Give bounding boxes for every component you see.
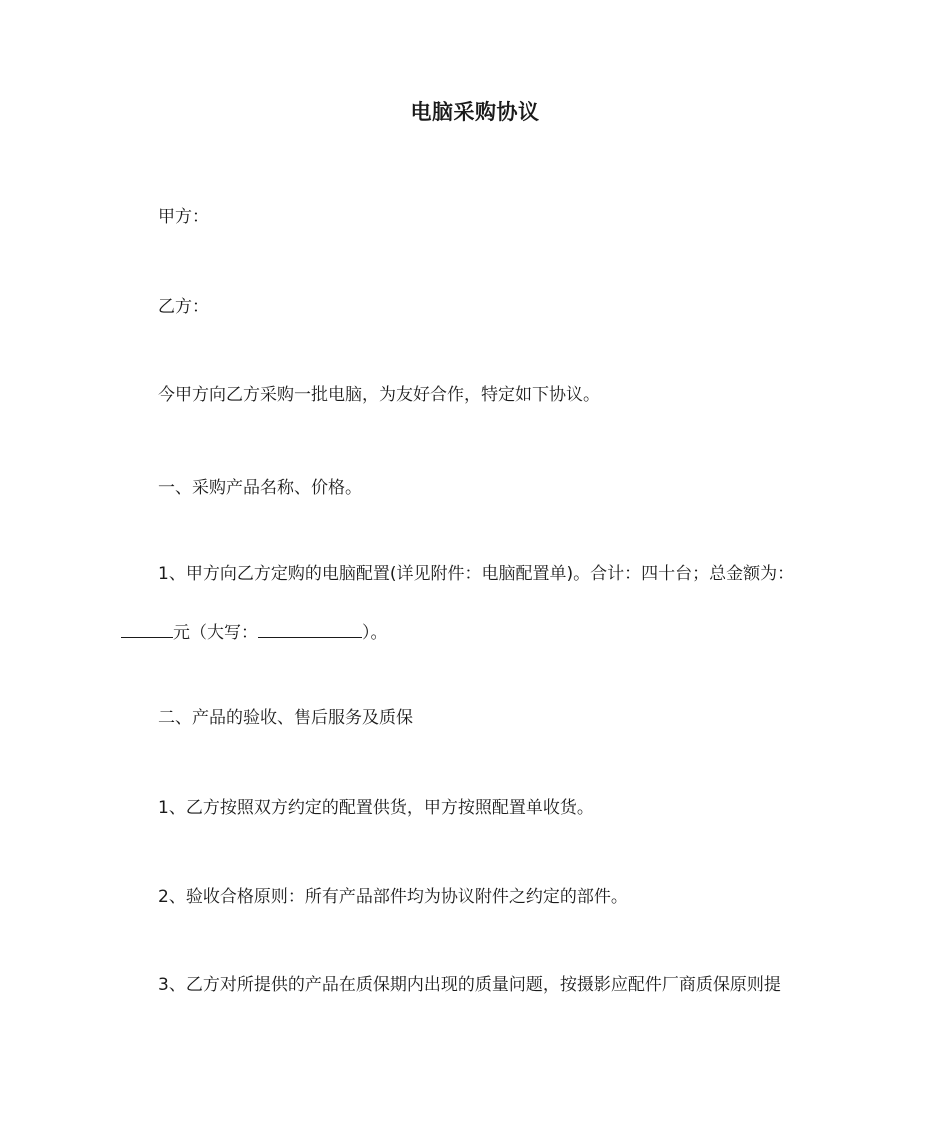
document-title: 电脑采购协议 bbox=[410, 100, 540, 124]
intro-paragraph: 今甲方向乙方采购一批电脑，为友好合作，特定如下协议。 bbox=[158, 385, 600, 405]
party-b-label: 乙方： bbox=[158, 297, 209, 317]
amount-uppercase-blank bbox=[258, 619, 362, 638]
section-1-item-1: 1、甲方向乙方定购的电脑配置(详见附件：电脑配置单)。合计：四十台；总金额为： bbox=[158, 564, 795, 584]
section-1-heading: 一、采购产品名称、价格。 bbox=[158, 478, 362, 498]
section-1-item-1-continuation bbox=[121, 619, 388, 645]
party-a-label: 甲方： bbox=[158, 207, 209, 227]
amount-close-text: ）。 bbox=[362, 623, 388, 643]
section-2-item-3: 3、乙方对所提供的产品在质保期内出现的质量问题，按摄影应配件厂商质保原则提 bbox=[158, 975, 781, 995]
amount-blank bbox=[121, 619, 173, 638]
amount-unit-text: 元（大写： bbox=[173, 623, 258, 643]
section-2-heading: 二、产品的验收、售后服务及质保 bbox=[158, 708, 413, 728]
section-2-item-1: 1、乙方按照双方约定的配置供货，甲方按照配置单收货。 bbox=[158, 798, 594, 818]
section-2-item-2: 2、验收合格原则：所有产品部件均为协议附件之约定的部件。 bbox=[158, 887, 628, 907]
